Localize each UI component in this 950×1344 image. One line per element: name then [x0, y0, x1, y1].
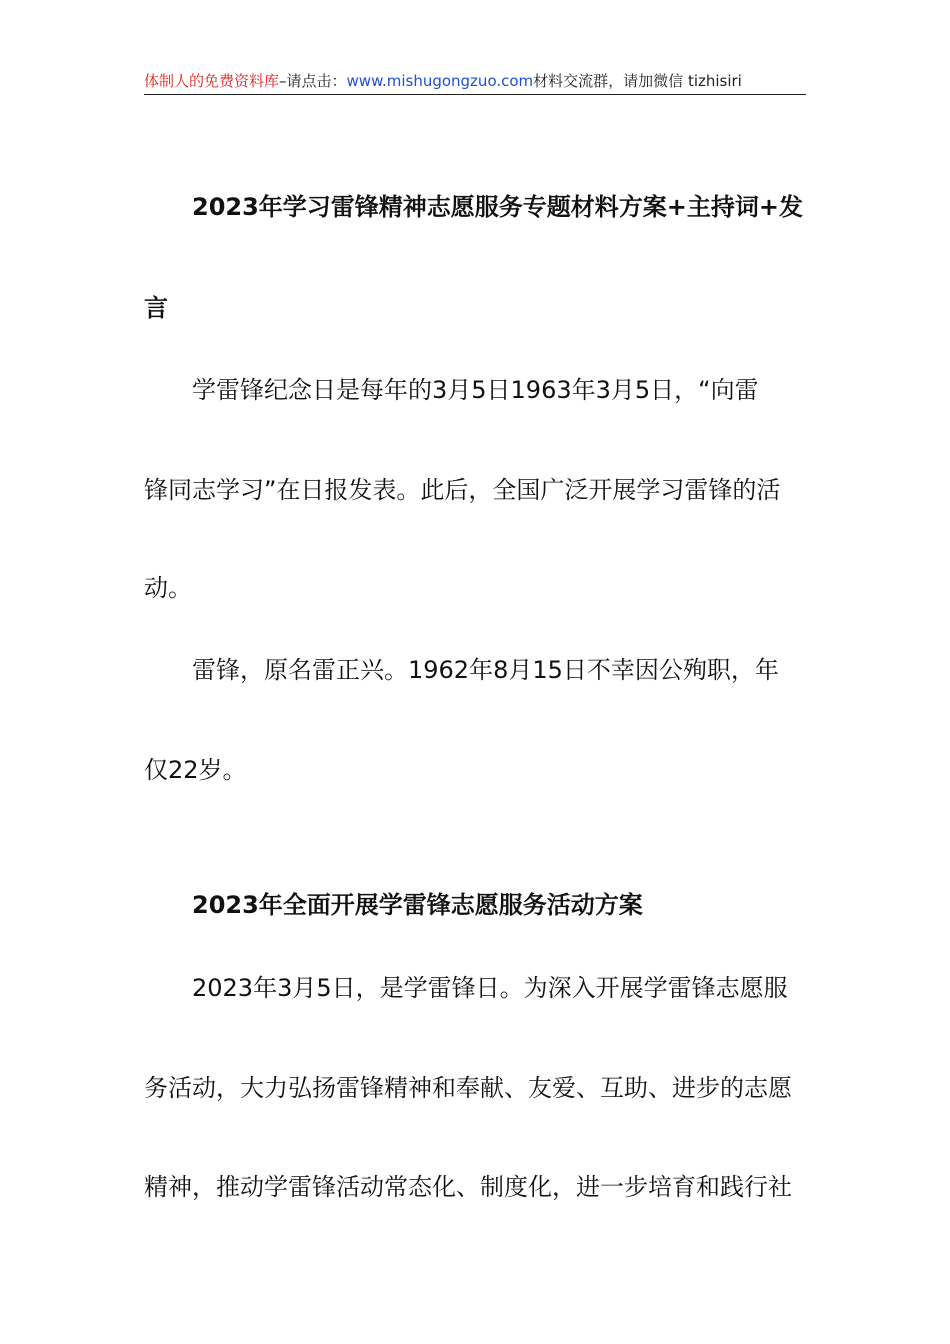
section-title: 2023年全面开展学雷锋志愿服务活动方案	[192, 891, 643, 919]
paragraph-1-line-3: 动。	[144, 574, 192, 602]
header-click-prompt: –请点击：	[279, 72, 347, 90]
paragraph-2-line-2: 仅22岁。	[144, 756, 247, 784]
paragraph-2-line-1: 雷锋，原名雷正兴。1962年8月15日不幸因公殉职，年	[192, 656, 779, 684]
header-library-name: 体制人的免费资料库	[144, 72, 280, 90]
paragraph-3-line-3: 精神，推动学雷锋活动常态化、制度化，进一步培育和践行社	[144, 1173, 792, 1201]
paragraph-3-line-2: 务活动，大力弘扬雷锋精神和奉献、友爱、互助、进步的志愿	[144, 1074, 792, 1102]
doc-title-line-1: 2023年学习雷锋精神志愿服务专题材料方案+主持词+发	[192, 193, 804, 221]
paragraph-3-line-1: 2023年3月5日，是学雷锋日。为深入开展学雷锋志愿服	[192, 974, 788, 1002]
doc-title-line-2: 言	[144, 294, 168, 322]
paragraph-1-line-2: 锋同志学习”在日报发表。此后，全国广泛开展学习雷锋的活	[144, 476, 781, 504]
header-url-link[interactable]: www.mishugongzuo.com	[346, 72, 534, 90]
page-header	[144, 70, 806, 95]
paragraph-1-line-1: 学雷锋纪念日是每年的3月5日1963年3月5日，“向雷	[192, 376, 759, 404]
header-contact-text: 材料交流群，请加微信 tizhisiri	[533, 72, 742, 90]
